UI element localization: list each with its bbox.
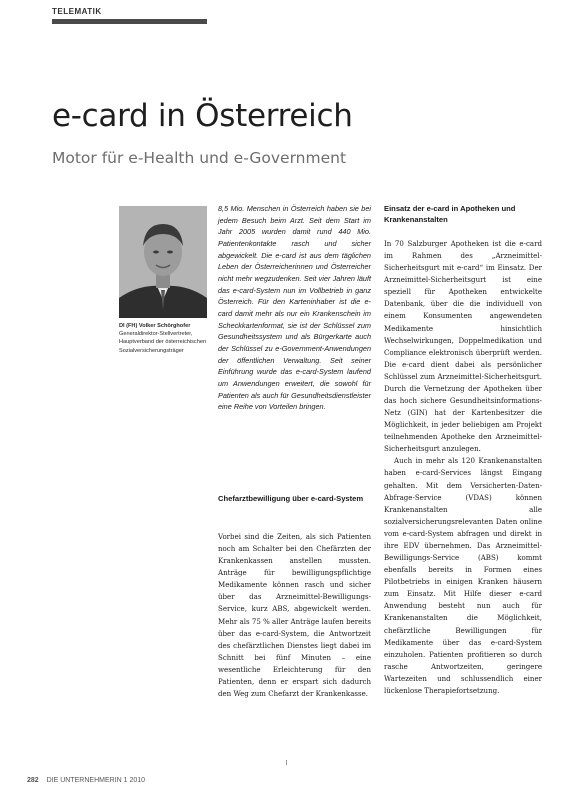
section-rule [52,19,207,24]
caption-description: Generaldirektor-Stellvertreter, Hauptverband der österreichischen Sozialversicherungsträger [119,331,207,354]
article-title: e-card in Österreich [52,98,353,134]
photo-caption [119,322,209,355]
publication-name: DIE UNTERNEHMERIN 1 2010 [46,777,146,784]
article-subtitle: Motor für e-Health und e-Government [52,149,347,167]
left-body-text: Vorbei sind die Zeiten, als sich Patienten noch am Schalter bei den Chefärzten der Krankenkassen anstellen mussten. Anträge für bewilligungspflichtige Medikamente können rasch und sicher über das Arzneimittel-Bewilligungs-Service, kurz ABS, abgewickelt werden. Mehr als 75 % aller Anträge laufen bereits über das e-card-System, die Antwortzeit des chefärztlichen Dienstes liegt dabei im Schnitt bei fünf Minuten – eine wesentliche Erleichterung für den Patienten, denn er erspart sich dadurch den Weg zum Chefarzt der Krankenkasse. [218,532,371,699]
caption-name: DI (FH) Volker Schörghofer [119,323,191,329]
right-body-text [384,238,542,697]
page-number: 282 [27,777,39,784]
page-footer [27,777,145,784]
page-center-mark [286,760,287,765]
right-paragraph-2: Auch in mehr als 120 Krankenanstalten haben e-card-Services längst Eingang gehalten. Mit dem Versicherten-Daten-Abfrage-Service (VDAS) können Krankenanstalten alle sozialversicherungsrelevanten Daten online vom e-card-System abfragen und direkt in ihre EDV übernehmen. Das Arzneimittel-Bewilligungs-Service (ABS) kommt ebenfalls bereits in Formen eines Pilotbetriebs in einigen Kranken häusern zum Einsatz. Mit Hilfe dieser e-card Anwendung besteht nun auch für Krankenanstalten die Möglichkeit, chefärztliche Bewilligungen für Medikamente über das e-card-System einzuholen. Patienten profitieren so durch rasche Antwortzeiten, geringere Wartezeiten und schlussendlich einer lückenlose Therapiefortsetzung. [384,456,542,695]
lead-paragraph: 8,5 Mio. Menschen in Österreich haben sie bei jedem Besuch beim Arzt. Seit dem Start im Jahr 2005 wurden damit rund 440 Mio. Patientenkontakte rasch und sicher abgewickelt. Die e-card ist aus dem täglichen Leben der Österreicherinnen und Österreicher nicht mehr wegzudenken. Seit vier Jahren läuft das e-card-System nun im Vollbetrieb in ganz Österreich. Für den Karteninhaber ist die e-card damit mehr als nur ein Krankenschein im Scheckkartenformat, sie ist der Schlüssel zum Gesundheitssystem und als Bürgerkarte auch der Schlüssel zu e-Government-Anwendungen der öffentlichen Verwaltung. Seit seiner Einführung wurde das e-card-System laufend um Anwendungen erweitert, die sowohl für Patienten als auch für Gesundheitsdienstleister eine Reihe von Vorteilen bringen. [218,204,371,412]
portrait-image [119,206,207,318]
left-subheading: Chefarztbewilligung über e-card-System [218,494,364,503]
section-label: TELEMATIK [52,7,102,16]
right-subheading: Einsatz der e-card in Apotheken und Krankenanstalten [384,204,516,224]
right-paragraph-1: In 70 Salzburger Apotheken ist die e-card im Rahmen des „Arzneimittel-Sicherheitsgurt mit e-card“ im Einsatz. Der Arzneimittel-Sicherheitsgurt ist eine speziell für Apotheken entwickelte Datenbank, über die die individuell von einem Konsumenten angewendeten Medikamente hinsichtlich Wechselwirkungen, Doppelmedikation und Compliance elektronisch überprüft werden. Die e-card dient dabei als persönlicher Schlüssel zum Arzneimittel-Sicherheitsgurt. Durch die Vernetzung der Apotheken über das hoch sichere Gesundheitsinformations-Netz (GIN) hat der Kartenbesitzer die Möglichkeit, in jeder beliebigen am Projekt teilnehmenden Apotheke den Arzneimittel-Sicherheitsgurt anzulegen. [384,239,542,454]
author-photo [119,206,207,318]
